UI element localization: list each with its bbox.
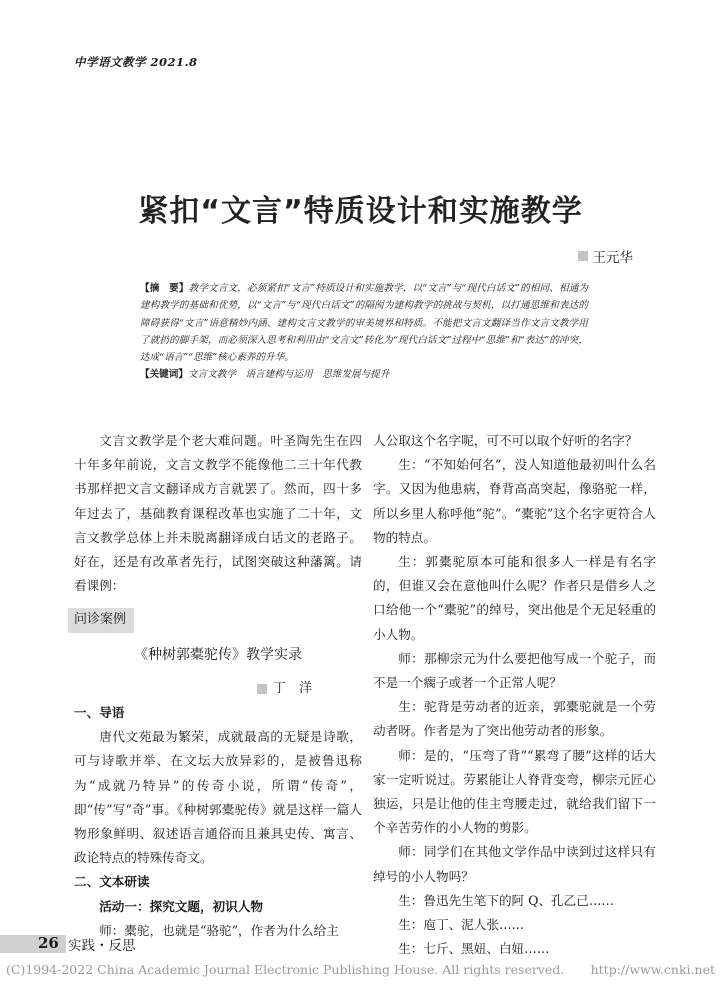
dialogue-paragraph: 人公取这个名字呢，可不可以取个好听的名字？: [373, 433, 638, 448]
left-column: [74, 429, 362, 943]
abstract-paragraph: [140, 280, 588, 366]
body-paragraph: 唐代文苑最为繁荣，成就最高的无疑是诗歌，可与诗歌并举、在文坛大放异彩的，是被鲁迅称为“成就乃特异”的传奇小说，所谓“传奇”，即“传”写“奇”事。《种树郭橐驼传》就是这样一篇人物形象鲜明、叙述语言通俗而且兼具史传、寓言、政论特点的特殊传奇文。: [74, 729, 362, 866]
heading-intro: 一、导语: [74, 705, 125, 721]
dialogue-paragraph: 师：同学们在其他文学作品中读到过这样只有绰号的小人物吗？: [373, 844, 656, 884]
article-author: [578, 246, 634, 266]
intro-paragraph: 文言文教学是个老大难问题。叶圣陶先生在四十年多年前说，文言文教学不能像他二三十年代教书那样把文言文翻译成方言就罢了。然而，四十多年过去了，基础教育课程改革也实施了二十年，文言文教学总体上并未脱离翻译成白话文的老路子。好在，还是有改革者先行，试图突破这种藩篱。请看课例：: [74, 433, 362, 594]
dialogue-paragraph: 生：驼背是劳动者的近亲，郭橐驼就是一个劳动者呀。作者是为了突出他劳动者的形象。: [373, 699, 656, 739]
dialogue-paragraph: 生：郭橐驼原本可能和很多人一样是有名字的，但谁又会在意他叫什么呢？作者只是借乡人之口给他一个“橐驼”的绰号，突出他是个无足轻重的小人物。: [373, 554, 656, 642]
abstract: [140, 280, 588, 384]
author-marker-icon: [578, 251, 588, 261]
copyright-url: http://www.cnki.net: [590, 962, 715, 977]
copyright-text: (C)1994-2022 China Academic Journal Electronic Publishing House. All rights reserved.: [6, 962, 565, 977]
dialogue-paragraph: 生：鲁迅先生笔下的阿 Q、孔乙己……: [398, 892, 615, 908]
case-author: [74, 677, 362, 701]
article-title: 紧扣“文言”特质设计和实施教学: [138, 194, 583, 229]
dialogue-paragraph: 生：七斤、黑妞、白妞……: [398, 941, 550, 957]
case-title: 《种树郭橐驼传》教学实录: [134, 646, 302, 663]
case-author-name: 丁 洋: [272, 680, 312, 696]
abstract-text: 教学文言文，必须紧扣“文言”特质设计和实施教学，以“文言”与“现代白话文”的相同、相通为建构教学的基础和优势，以“文言”与“现代白话文”的隔阂为建构教学的挑战与契机，以打通思维和表达的障碍获得“文言”语意精妙内涵、建构文言文教学的审美境界和特质。不能把文言文翻译当作文言文教学用了就扔的脚手架，而必须深入思考和利用由“文言文”转化为“现代白话文”过程中“思维”和“表达”的冲突，达成“语言”“思维”核心素养的升华。: [140, 283, 589, 364]
heading-activity-one: 活动一：探究文题，初识人物: [99, 898, 263, 914]
abstract-label: 【摘 要】: [140, 283, 189, 294]
footer-section-name: 实践・反思: [68, 938, 136, 954]
copyright-line: [6, 962, 715, 977]
journal-header: 中学语文教学 2021.8: [74, 55, 198, 69]
page-number: 26: [38, 934, 59, 952]
dialogue-paragraph: 师：是的，“压弯了背”“累弯了腰”这样的话大家一定听说过。劳累能让人脊背变弯，柳宗元匠心独运，只是让他的佳主弯腰走过，就给我们留下一个辛苦劳作的小人物的剪影。: [373, 747, 656, 836]
dialogue-paragraph: 生：庖丁、泥人张……: [398, 917, 525, 933]
author-name: 王元华: [592, 250, 633, 266]
dialogue-paragraph: 生：“不知始何名”，没人知道他最初叫什么名字。又因为他患病，脊背高高突起，像骆驼一样，所以乡里人称呼他“驼”。“橐驼”这个名字更符合人物的特点。: [373, 457, 656, 545]
section-tag: 问诊案例: [68, 608, 134, 632]
keywords-label: 【关键词】: [140, 369, 188, 381]
right-column: [373, 429, 656, 961]
body-paragraph: 师：橐驼，也就是“骆驼”，作者为什么给主: [99, 922, 339, 938]
keywords-paragraph: [140, 366, 588, 383]
dialogue-paragraph: 师：那柳宗元为什么要把他写成一个驼子，而不是一个瘸子或者一个正常人呢？: [373, 650, 656, 691]
keywords-text: 文言文教学 语言建构与运用 思维发展与提升: [187, 369, 390, 381]
case-author-marker-icon: [257, 684, 267, 694]
heading-text-study: 二、文本研读: [74, 874, 150, 890]
